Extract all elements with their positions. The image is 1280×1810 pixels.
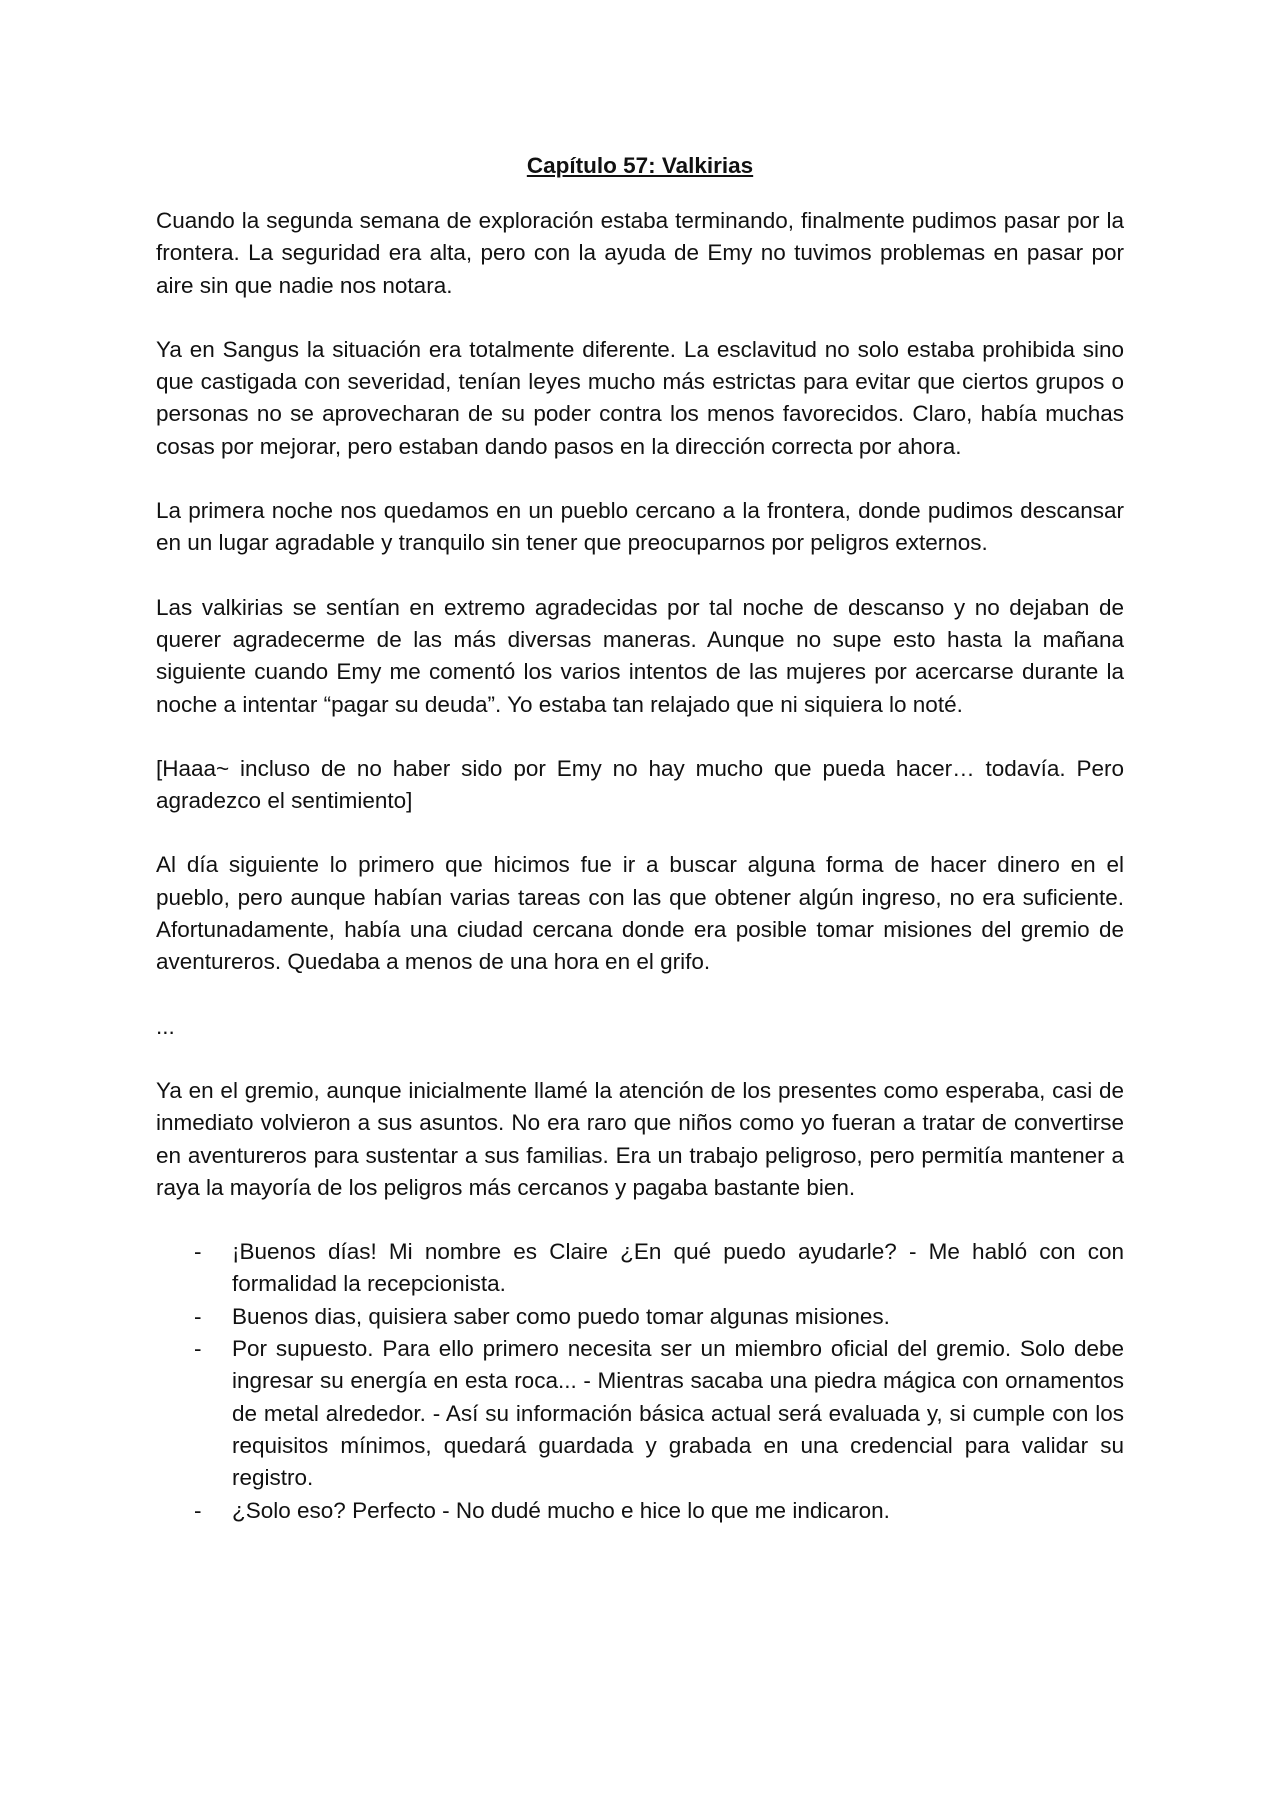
dialogue-text: ¡Buenos días! Mi nombre es Claire ¿En qué puedo ayudarle? - Me habló con con formalidad la recepcionista. bbox=[232, 1239, 1124, 1297]
dialogue-line bbox=[156, 1495, 1124, 1527]
paragraph: La primera noche nos quedamos en un pueblo cercano a la frontera, donde pudimos descansar en un lugar agradable y tranquilo sin tener que preocuparnos por peligros externos. bbox=[156, 498, 1124, 556]
paragraph: [Haaa~ incluso de no haber sido por Emy no hay mucho que pueda hacer… todavía. Pero agradezco el sentimiento] bbox=[156, 755, 1124, 814]
dialogue-dash: - bbox=[194, 1239, 202, 1265]
dialogue-list bbox=[156, 1236, 1124, 1527]
scene-break: ... bbox=[156, 1013, 175, 1039]
paragraph: Ya en el gremio, aunque inicialmente llamé la atención de los presentes como esperaba, casi de inmediato volvieron a sus asuntos. No era raro que niños como yo fueran a tratar de convertirse en aventureros para sustentar a sus familias. Era un trabajo peligroso, pero permitía mantener a raya la mayoría de los peligros más cercanos y pagaba bastante bien. bbox=[156, 1077, 1124, 1200]
dialogue-text: ¿Solo eso? Perfecto - No dudé mucho e hice lo que me indicaron. bbox=[232, 1497, 890, 1523]
paragraph: Cuando la segunda semana de exploración estaba terminando, finalmente pudimos pasar por la frontera. La seguridad era alta, pero con la ayuda de Emy no tuvimos problemas en pasar por aire sin que nadie nos notara. bbox=[156, 208, 1124, 298]
dialogue-line bbox=[156, 1333, 1124, 1494]
dialogue-line bbox=[156, 1236, 1124, 1301]
dialogue-dash: - bbox=[194, 1497, 202, 1523]
dialogue-text: Por supuesto. Para ello primero necesita ser un miembro oficial del gremio. Solo debe ingresar su energía en esta roca... - Mientras sacaba una piedra mágica con ornamentos de metal alrededor. - Así su información básica actual será evaluada y, si cumple con los requisitos mínimos, quedará guardada y grabada en una credencial para validar su registro. bbox=[232, 1336, 1124, 1491]
paragraph: Al día siguiente lo primero que hicimos fue ir a buscar alguna forma de hacer dinero en el pueblo, pero aunque habían varias tareas con las que obtener algún ingreso, no era suficiente. Afortunadamente, había una ciudad cercana donde era posible tomar misiones del gremio de aventureros. Quedaba a menos de una hora en el grifo. bbox=[156, 852, 1124, 975]
dialogue-dash: - bbox=[194, 1303, 202, 1329]
dialogue-text: Buenos dias, quisiera saber como puedo tomar algunas misiones. bbox=[232, 1303, 890, 1329]
paragraph: Ya en Sangus la situación era totalmente diferente. La esclavitud no solo estaba prohibida sino que castigada con severidad, tenían leyes mucho más estrictas para evitar que ciertos grupos o personas no se aprovecharan de su poder contra los menos favorecidos. Claro, había muchas cosas por mejorar, pero estaban dando pasos en la dirección correcta por ahora. bbox=[156, 336, 1124, 459]
dialogue-line bbox=[156, 1301, 1124, 1333]
chapter-title: Capítulo 57: Valkirias bbox=[526, 153, 754, 178]
paragraph: Las valkirias se sentían en extremo agradecidas por tal noche de descanso y no dejaban de querer agradecerme de las más diversas maneras. Aunque no supe esto hasta la mañana siguiente cuando Emy me comentó los varios intentos de las mujeres por acercarse durante la noche a intentar “pagar su deuda”. Yo estaba tan relajado que ni siquiera lo noté. bbox=[156, 594, 1124, 717]
document-page bbox=[156, 150, 1124, 1527]
dialogue-dash: - bbox=[194, 1336, 202, 1362]
